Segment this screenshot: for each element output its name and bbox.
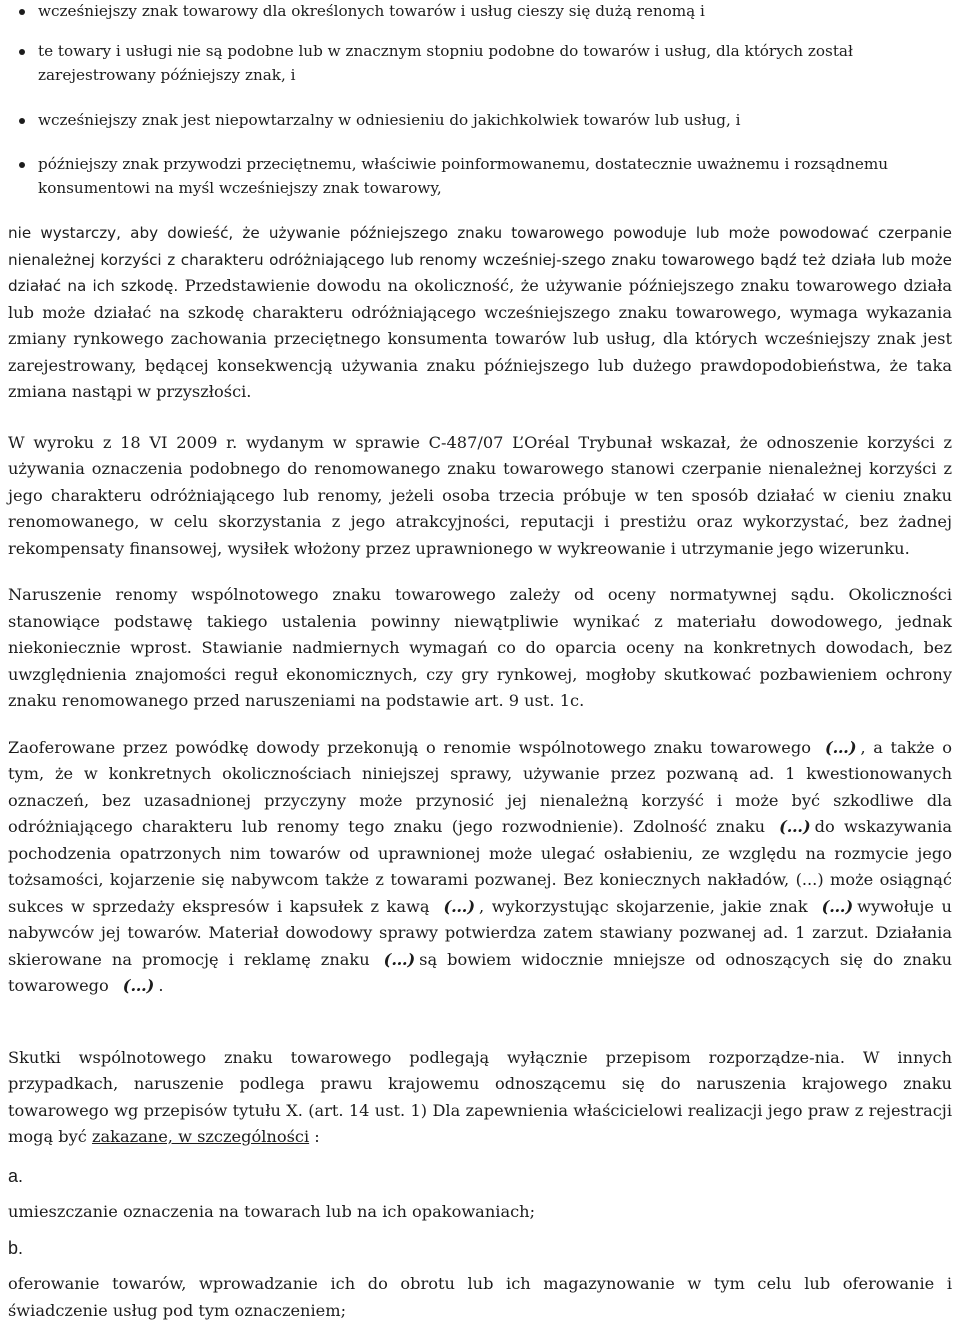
ellipsis-redaction: (…)	[122, 976, 155, 995]
paragraph-serif-text: Przedstawienie dowodu na okoliczność, że używanie późniejszego znaku towarowego działa lub może działać na szkodę charakteru odróżniającego wcześniejszego znaku towarowego, wymaga wykazania zmiany rynkowego zachowania przeciętnego konsumenta towarów lub usług, dla których wcześniejszy znak jest zarejestrowany, będącej konsekwencją używania znaku późniejszego lub dużego prawdopodobieństwa, że taka zmiana nastąpi w przyszłości.	[8, 276, 952, 401]
paragraph-loreal-ruling: W wyroku z 18 VI 2009 r. wydanym w sprawie C-487/07 L’Oréal Trybunał wskazał, że odnoszenie korzyści z używania oznaczenia podobnego do renomowanego znaku towarowego stanowi czerpanie nienależnej korzyści z jego charakteru odróżniającego lub renomy, jeżeli osoba trzecia próbuje w ten sposób działać w cieniu znaku renomowanego, w celu skorzystania z jego atrakcyjności, reputacji i prestiżu oraz wykorzystać, bez żadnej rekompensaty finansowej, wysiłek włożony przez uprawnionego w wykreowanie i utrzymanie jego wizerunku.	[8, 432, 952, 558]
underlined-phrase: zakazane, w szczególności	[91, 1127, 310, 1146]
text-run: do wskazywania pochodzenia opatrzonych nim towarów od uprawnionej może ulegać osłabieniu, ze względu na rozmycie jego tożsamości, kojarzenie się nabywcom także z towarami pozwanej. Bez koniecznych nakładów, (...) może osiągnąć sukces w sprzedaży ekspresów i kapsułek z kawą	[8, 817, 952, 916]
text-run: wywołuje u nabywców jej towarów. Materiał dowodowy sprawy potwierdza zatem stawiany pozwanej ad. 1 zarzut. Działania skierowane na promocję i reklamę znaku	[8, 896, 952, 969]
text-run: , a także o tym, że w konkretnych okolicznościach niniejszej sprawy, używanie przez pozwaną ad. 1 kwestionowanych oznaczeń, bez uzasadnionej przyczyny może przynosić jej nienależną korzyść i może być szkodliwe dla odróżniającego charakteru lub renomy tego znaku (jego rozwodnienie). Zdolność znaku	[8, 737, 952, 836]
list-item-a-text: umieszczanie oznaczenia na towarach lub na ich opakowaniach;	[8, 1201, 536, 1221]
list-item: wcześniejszy znak towarowy dla określonych towarów i usług cieszy się dużą renomą i	[8, 0, 952, 23]
list-marker-b: b.	[8, 1238, 24, 1258]
text-run: Skutki wspólnotowego znaku towarowego podlegają wyłącznie przepisom rozporządze-nia. W innych przypadkach, naruszenie podlega prawu krajowemu odnoszącemu się do naruszenia krajowego znaku towarowego wg przepisów tytułu X. (art. 14 ust. 1) Dla zapewnienia właścicielowi realizacji jego praw z rejestracji mogą być	[8, 1047, 952, 1146]
paragraph-evidence	[8, 220, 952, 406]
paragraph-reputation: Naruszenie renomy wspólnotowego znaku towarowego zależy od oceny normatywnej sądu. Okoliczności stanowiące podstawę takiego ustalenia powinny niewątpliwie wynikać z materiału dowodowego, jednak niekoniecznie wprost. Stawianie nadmiernych wymagań co do oparcia oceny na konkretnych dowodach, bez uwzględnienia znajomości reguł ekonomicznych, czy gry rynkowej, mogłoby skutkować pozbawieniem ochrony znaku renomowanego przed naruszeniami na podstawie art. 9 ust. 1c.	[8, 585, 952, 710]
ellipsis-redaction: (…)	[821, 896, 854, 916]
list-item: późniejszy znak przywodzi przeciętnemu, właściwie poinformowanemu, dostatecznie uważnemu i rozsądnemu konsumentowi na myśl wcześniejszy znak towarowy,	[8, 152, 952, 200]
text-run: :	[309, 1127, 320, 1146]
ellipsis-redaction: (…)	[383, 949, 416, 969]
paragraph-sans-text: nie wystarczy, aby dowieść, że używanie późniejszego znaku towarowego powoduje lub może powodować czerpanie nienależnej korzyści z charakteru odróżniającego lub renomy wcześniej-szego znaku towarowego bądź też działa lub może działać na ich szkodę.	[8, 224, 952, 295]
paragraph-evidence-assessment	[8, 735, 952, 1000]
ellipsis-redaction: (…)	[779, 817, 811, 836]
text-run: , wykorzystując skojarzenie, jakie znak	[479, 896, 808, 916]
text-run: są bowiem widocznie mniejsze od odnoszących się do znaku towarowego	[8, 949, 952, 995]
ellipsis-redaction: (…)	[443, 896, 476, 916]
condition-list	[8, 0, 952, 200]
list-item-b-text: oferowanie towarów, wprowadzanie ich do obrotu lub ich magazynowanie w tym celu lub oferowanie i świadczenie usług pod tym oznaczeniem;	[8, 1274, 952, 1320]
text-run: .	[158, 976, 164, 995]
list-marker-a: a.	[8, 1165, 24, 1186]
ellipsis-redaction: (…)	[824, 737, 857, 757]
paragraph-community-trademark	[8, 1045, 952, 1151]
list-item: te towary i usługi nie są podobne lub w znacznym stopniu podobne do towarów i usług, dla których został zarejestrowany późniejszy znak, i	[8, 39, 952, 87]
text-run: Zaoferowane przez powódkę dowody przekonują o renomie wspólnotowego znaku towarowego	[8, 737, 811, 757]
list-item: wcześniejszy znak jest niepowtarzalny w odniesieniu do jakichkolwiek towarów lub usług, i	[8, 108, 952, 132]
